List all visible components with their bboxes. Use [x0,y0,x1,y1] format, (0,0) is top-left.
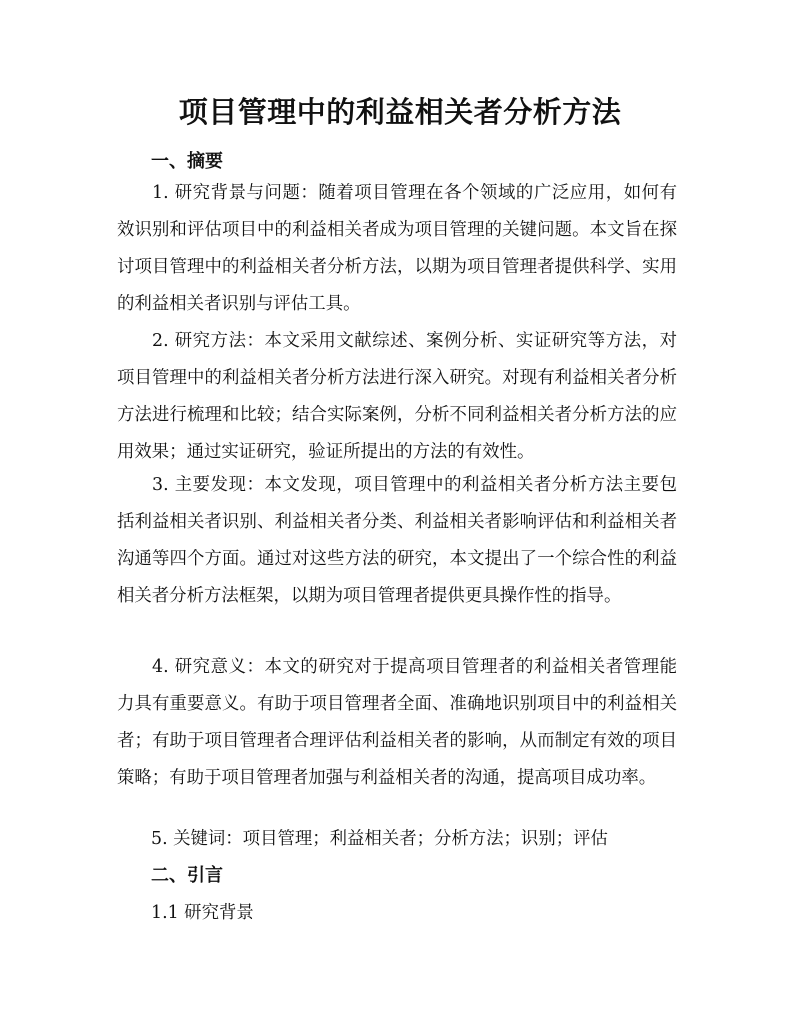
section-heading-abstract: 一、摘要 [151,151,223,172]
abstract-paragraph-background: 1. 研究背景与问题：随着项目管理在各个领域的广泛应用，如何有效识别和评估项目中的利益相关者成为项目管理的关键问题。本文旨在探讨项目管理中的利益相关者分析方法，以期为项目管理者提供科学、实用的利益相关者识别与评估工具。 [117,183,677,314]
section-heading-introduction: 二、引言 [151,865,223,886]
document-title: 项目管理中的利益相关者分析方法 [178,95,622,129]
abstract-paragraph-methods: 2. 研究方法：本文采用文献综述、案例分析、实证研究等方法，对项目管理中的利益相关者分析方法进行深入研究。对现有利益相关者分析方法进行梳理和比较；结合实际案例，分析不同利益相关者分析方法的应用效果；通过实证研究，验证所提出的方法的有效性。 [117,331,677,462]
abstract-paragraph-findings: 3. 主要发现：本文发现，项目管理中的利益相关者分析方法主要包括利益相关者识别、利益相关者分类、利益相关者影响评估和利益相关者沟通等四个方面。通过对这些方法的研究，本文提出了一个综合性的利益相关者分析方法框架，以期为项目管理者提供更具操作性的指导。 [117,475,677,606]
subsection-heading-background: 1.1 研究背景 [151,903,254,923]
abstract-paragraph-significance: 4. 研究意义：本文的研究对于提高项目管理者的利益相关者管理能力具有重要意义。有助于项目管理者全面、准确地识别项目中的利益相关者；有助于项目管理者合理评估利益相关者的影响，从而制定有效的项目策略；有助于项目管理者加强与利益相关者的沟通，提高项目成功率。 [117,657,677,788]
abstract-keywords: 5. 关键词：项目管理；利益相关者；分析方法；识别；评估 [151,829,608,849]
